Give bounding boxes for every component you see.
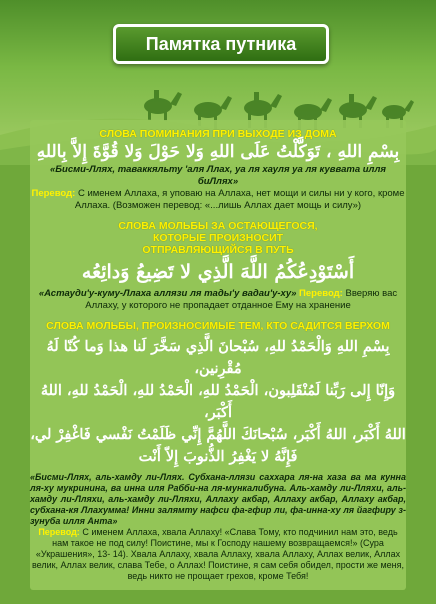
arabic-line: فَإِنَّهُ لا يَغْفِرُ الذُّنوبَ إِلاّ أَنْت <box>138 448 298 465</box>
translation-label: Перевод: <box>299 288 343 299</box>
translation <box>30 527 406 582</box>
translation-text: С именем Аллаха, хвала Аллаху! «Слава Тому, кто подчинил нам это, ведь нам такое не под силу! Поистине, мы к Господу нашему возвращаемся!» (Сура «Украшения», 13- 14). Хвала Аллаху, хвала Аллаху, хвала Аллаху, Аллах велик, Аллах велик, Аллах велик, слава Тебе, о Аллах! Поистине, я сам себя обидел, прости же меня, ведь никто не прощает грехов, кроме Тебя! <box>31 527 405 581</box>
translation-label: Перевод: <box>38 527 80 537</box>
arabic-text: أَسْتَوْدِعُكُمُ اللَّهَ الَّذِي لا تَضِيعُ وَدائِعُه <box>81 261 355 283</box>
arabic-text: بِسْمِ اللهِ ، تَوَكَّلْتُ عَلَى اللهِ وَلا حَوْلَ وَلا قُوَّةَ إِلاَّ بِاللهِ <box>36 142 400 162</box>
section-heading: СЛОВА ПОМИНАНИЯ ПРИ ВЫХОДЕ ИЗ ДОМА <box>99 128 337 140</box>
translation-label: Перевод: <box>31 188 76 199</box>
translation-text: С именем Аллаха, я уповаю на Аллаха, нет мощи и силы ни у кого, кроме Аллаха. (Возможен перевод: «...лишь Аллах дает мощь и силу») <box>74 188 405 211</box>
transliteration: «Бисми-Ллях, таваккяльту 'аля Ллах, уа ля хауля уа ля куввата илля биЛлях» <box>50 164 386 187</box>
section-heading: СЛОВА МОЛЬБЫ, ПРОИЗНОСИМЫЕ ТЕМ, КТО САДИТСЯ ВЕРХОМ <box>46 320 390 332</box>
translation <box>30 188 406 212</box>
transliteration: «Бисми-Ллях, аль-хамду ли-Ллях. Субхана-ллязи саххара ля-на хаза ва ма кунна ля-ху мукринина, ва инна иля Рабби-на ля-мункалибуна. Аль-хамду ли-Лляхи, аль-хамду ли-Лляхи, аль-хамду ли-Лляхи, Аллаху акбар, Аллаху акбар, Аллаху акбар, субхана-кя Ллахумма! Инни залямту нафси фа-гфир ли, фа-инна-ху ля йагфиру з-зунуба илля Анта» <box>30 472 406 526</box>
arabic-line: وَإِنّا إِلى رَبِّنا لَمُنْقَلِبون، الْحَمْدُ للهِ، الْحَمْدُ للهِ، الْحَمْدُ للهِ، اللهُ أَكْبَر، <box>40 382 396 421</box>
arabic-line: بِسْمِ اللهِ وَالْحَمْدُ للهِ، سُبْحانَ الَّذِي سَخَّرَ لَنا هذا وَما كُنّا لَهُ مُقْرِنين، <box>46 338 390 377</box>
section-leaving-home <box>30 128 406 212</box>
section-heading: СЛОВА МОЛЬБЫ ЗА ОСТАЮЩЕГОСЯ, КОТОРЫЕ ПРОИЗНОСИТ ОТПРАВЛЯЮЩИЙСЯ В ПУТЬ <box>118 220 318 256</box>
page-title: Памятка путника <box>145 34 297 54</box>
section-farewell <box>30 220 406 312</box>
transliteration: «Астауди'у-куму-Ллаха аллязи ля тады'у вадаи'у-ху» <box>38 288 297 299</box>
content <box>30 128 406 582</box>
arabic-line: اللهُ أَكْبَر، اللهُ أَكْبَر، سُبْحانَكَ اللَّهُمَّ إِنِّي ظَلَمْتُ نَفْسي فَاغْفِرْ لي، <box>30 426 406 443</box>
title-banner <box>113 24 329 64</box>
translation <box>30 288 406 312</box>
section-mounting <box>30 320 406 582</box>
translation-text: Вверяю вас Аллаху, у которого не пропадает отданное Ему на хранение <box>85 288 398 311</box>
